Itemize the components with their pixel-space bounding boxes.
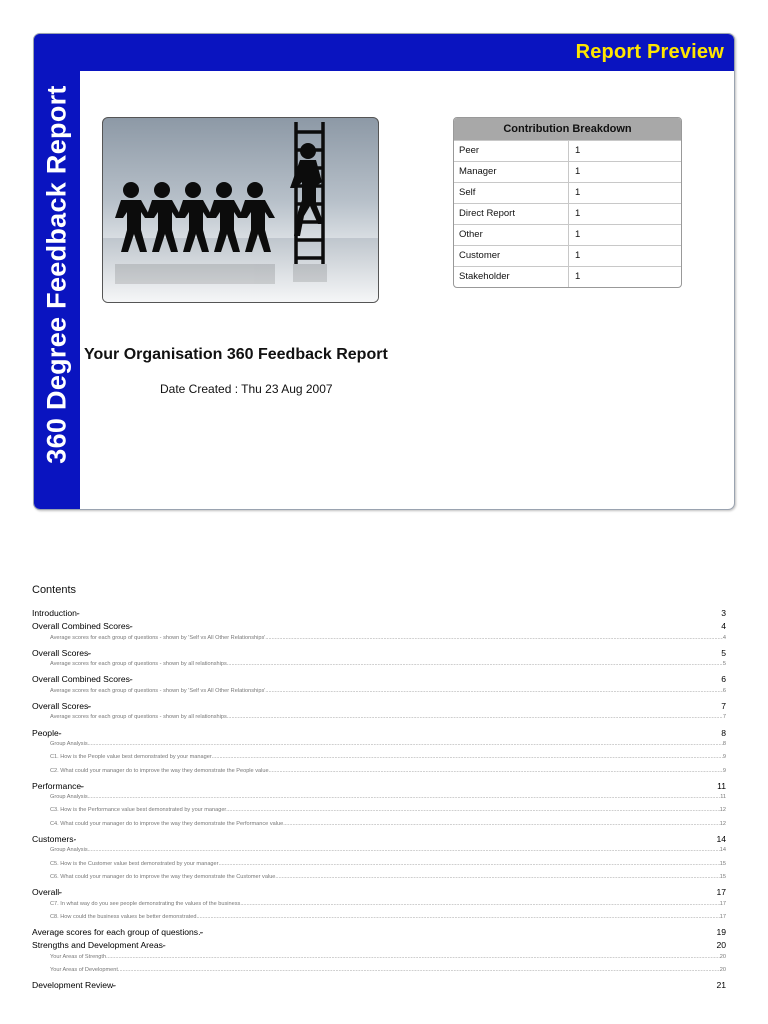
toc-entry-title: Your Areas of Development [50,967,118,974]
toc-leader-dots [88,648,721,658]
toc-page-number: 12 [719,807,726,814]
toc-leader-dots [74,834,717,844]
toc-subentry[interactable] [32,861,726,874]
toc-entry-title: C6. What could your manager do to improve the way they demonstrate the Customer value [50,873,276,880]
toc-subentry[interactable] [32,754,726,767]
toc-page-number: 9 [722,754,726,761]
toc-entry-title: Overall Combined Scores [32,674,130,685]
date-created: Date Created : Thu 23 Aug 2007 [160,382,333,396]
breakdown-label: Self [454,183,569,203]
toc-page-number: 8 [721,727,726,738]
toc-page-number: 14 [719,847,726,854]
breakdown-label: Customer [454,246,569,266]
breakdown-row [454,266,681,287]
side-title: 360 Degree Feedback Report [41,84,72,464]
breakdown-value: 1 [575,187,581,198]
toc-entry-title: Average scores for each group of questions - shown by all relationships [50,661,227,668]
toc-entry-title: Overall Scores [32,647,89,658]
toc-subentry[interactable] [32,874,726,887]
toc-leader-dots [265,688,723,694]
toc-entry-title: C4. What could your manager do to improve the way they demonstrate the Performance value [50,820,284,827]
toc-page-number: 20 [716,940,726,951]
toc-leader-dots [283,821,720,827]
toc-page-number: 17 [716,887,726,898]
table-of-contents [32,608,726,994]
toc-page-number: 5 [722,661,726,668]
breakdown-value: 1 [575,250,581,261]
toc-leader-dots [219,861,720,867]
toc-entry-title: Group Analysis [50,794,88,801]
contents-heading: Contents [32,584,77,596]
toc-leader-dots [88,741,723,747]
toc-entry-title: Group Analysis [50,847,88,854]
toc-entry[interactable] [32,608,726,621]
report-cover-panel [33,33,735,510]
toc-subentry[interactable] [32,635,726,648]
toc-leader-dots [81,781,717,791]
toc-page-number: 7 [721,701,726,712]
side-title-container [37,74,77,474]
toc-page-number: 19 [716,927,726,938]
toc-leader-dots [113,980,716,990]
toc-page-number: 17 [719,913,726,920]
breakdown-row [454,182,681,203]
toc-entry-title: C2. What could your manager do to improve the way they demonstrate the People value [50,767,269,774]
contribution-breakdown-table [453,117,682,288]
toc-page-number: 6 [721,674,726,685]
breakdown-value: 1 [575,166,581,177]
toc-entry-title: C1. How is the People value best demonstrated by your manager [50,754,212,761]
toc-entry[interactable] [32,940,726,953]
toc-leader-dots [130,621,721,631]
toc-subentry[interactable] [32,901,726,914]
toc-leader-dots [88,794,721,800]
toc-subentry[interactable] [32,847,726,860]
toc-entry-title: People [32,727,59,738]
toc-leader-dots [227,661,723,667]
toc-subentry[interactable] [32,807,726,820]
paper-people-illustration [103,118,378,302]
toc-leader-dots [88,847,720,853]
toc-leader-dots [88,701,721,711]
toc-page-number: 20 [719,953,726,960]
toc-page-number: 11 [717,780,726,791]
breakdown-row [454,224,681,245]
toc-leader-dots [212,754,723,760]
toc-subentry[interactable] [32,768,726,781]
toc-leader-dots [240,901,719,907]
breakdown-value: 1 [575,145,581,156]
breakdown-value: 1 [575,271,581,282]
toc-leader-dots [59,887,716,897]
breakdown-value: 1 [575,208,581,219]
breakdown-label: Manager [454,162,569,182]
toc-page-number: 17 [719,900,726,907]
toc-entry[interactable] [32,728,726,741]
toc-page-number: 7 [722,714,726,721]
toc-subentry[interactable] [32,688,726,701]
toc-entry-title: Average scores for each group of questions - shown by all relationships [50,714,227,721]
report-preview-title: Report Preview [575,41,724,63]
toc-entry-title: Customers [32,834,74,845]
breakdown-label: Stakeholder [454,267,569,287]
breakdown-label: Other [454,225,569,245]
toc-entry-title: Average scores for each group of questions - shown by 'Self vs All Other Relationships' [50,634,266,641]
breakdown-row [454,245,681,266]
toc-page-number: 6 [722,687,726,694]
toc-entry[interactable] [32,648,726,661]
toc-entry-title: Performance [32,780,82,791]
toc-subentry[interactable] [32,661,726,674]
toc-entry[interactable] [32,621,726,634]
report-name: Your Organisation 360 Feedback Report [84,346,388,363]
toc-page-number: 8 [722,740,726,747]
toc-page-number: 3 [721,608,726,618]
toc-subentry[interactable] [32,794,726,807]
toc-leader-dots [269,768,723,774]
breakdown-label: Direct Report [454,204,569,224]
toc-leader-dots [118,967,720,973]
toc-subentry[interactable] [32,741,726,754]
toc-leader-dots [200,927,716,937]
toc-subentry[interactable] [32,714,726,727]
toc-entry-title: Overall Combined Scores [32,621,130,632]
toc-subentry[interactable] [32,821,726,834]
toc-entry-title: Average scores for each group of questions - shown by 'Self vs All Other Relationships' [50,687,266,694]
breakdown-label: Peer [454,141,569,161]
toc-entry-title: Overall Scores [32,701,89,712]
toc-leader-dots [130,674,721,684]
toc-subentry[interactable] [32,967,726,980]
toc-entry[interactable] [32,674,726,687]
toc-page-number: 20 [719,967,726,974]
cover-image [102,117,379,303]
toc-page-number: 15 [719,873,726,880]
toc-leader-dots [106,954,720,960]
toc-entry[interactable] [32,781,726,794]
toc-entry-title: C7. In what way do you see people demonstrating the values of the business [50,900,241,907]
toc-leader-dots [59,728,721,738]
toc-page-number: 9 [722,767,726,774]
toc-page-number: 5 [721,647,726,658]
breakdown-value: 1 [575,229,581,240]
toc-entry-title: Your Areas of Strength [50,953,107,960]
toc-entry-title: C8. How could the business values be better demonstrated [50,913,197,920]
toc-leader-dots [226,807,719,813]
toc-entry-title: C5. How is the Customer value best demonstrated by your manager [50,860,219,867]
breakdown-row [454,140,681,161]
toc-leader-dots [227,714,723,720]
toc-page-number: 14 [716,834,726,845]
toc-entry[interactable] [32,927,726,940]
breakdown-row [454,203,681,224]
toc-entry-title: Average scores for each group of questions. [32,927,201,938]
toc-entry-title: Group Analysis [50,740,88,747]
toc-page-number: 11 [720,794,726,801]
toc-page-number: 21 [716,980,726,991]
toc-entry[interactable] [32,834,726,847]
toc-page-number: 4 [722,634,726,641]
toc-leader-dots [275,874,719,880]
breakdown-title: Contribution Breakdown [454,118,681,140]
toc-entry[interactable] [32,701,726,714]
toc-leader-dots [265,635,723,641]
toc-subentry[interactable] [32,914,726,927]
toc-leader-dots [163,940,717,950]
toc-entry[interactable] [32,887,726,900]
toc-subentry[interactable] [32,954,726,967]
toc-entry-title: Development Review [32,980,114,991]
toc-page-number: 12 [719,820,726,827]
toc-entry[interactable] [32,980,726,993]
toc-entry-title: Overall [32,887,60,898]
breakdown-row [454,161,681,182]
toc-page-number: 4 [721,621,726,632]
toc-page-number: 15 [719,860,726,867]
toc-entry-title: C3. How is the Performance value best demonstrated by your manager [50,807,227,814]
toc-leader-dots [196,914,719,920]
toc-entry-title: Strengths and Development Areas [32,940,163,951]
toc-entry-title: Introduction [32,608,77,618]
toc-leader-dots [77,608,721,618]
